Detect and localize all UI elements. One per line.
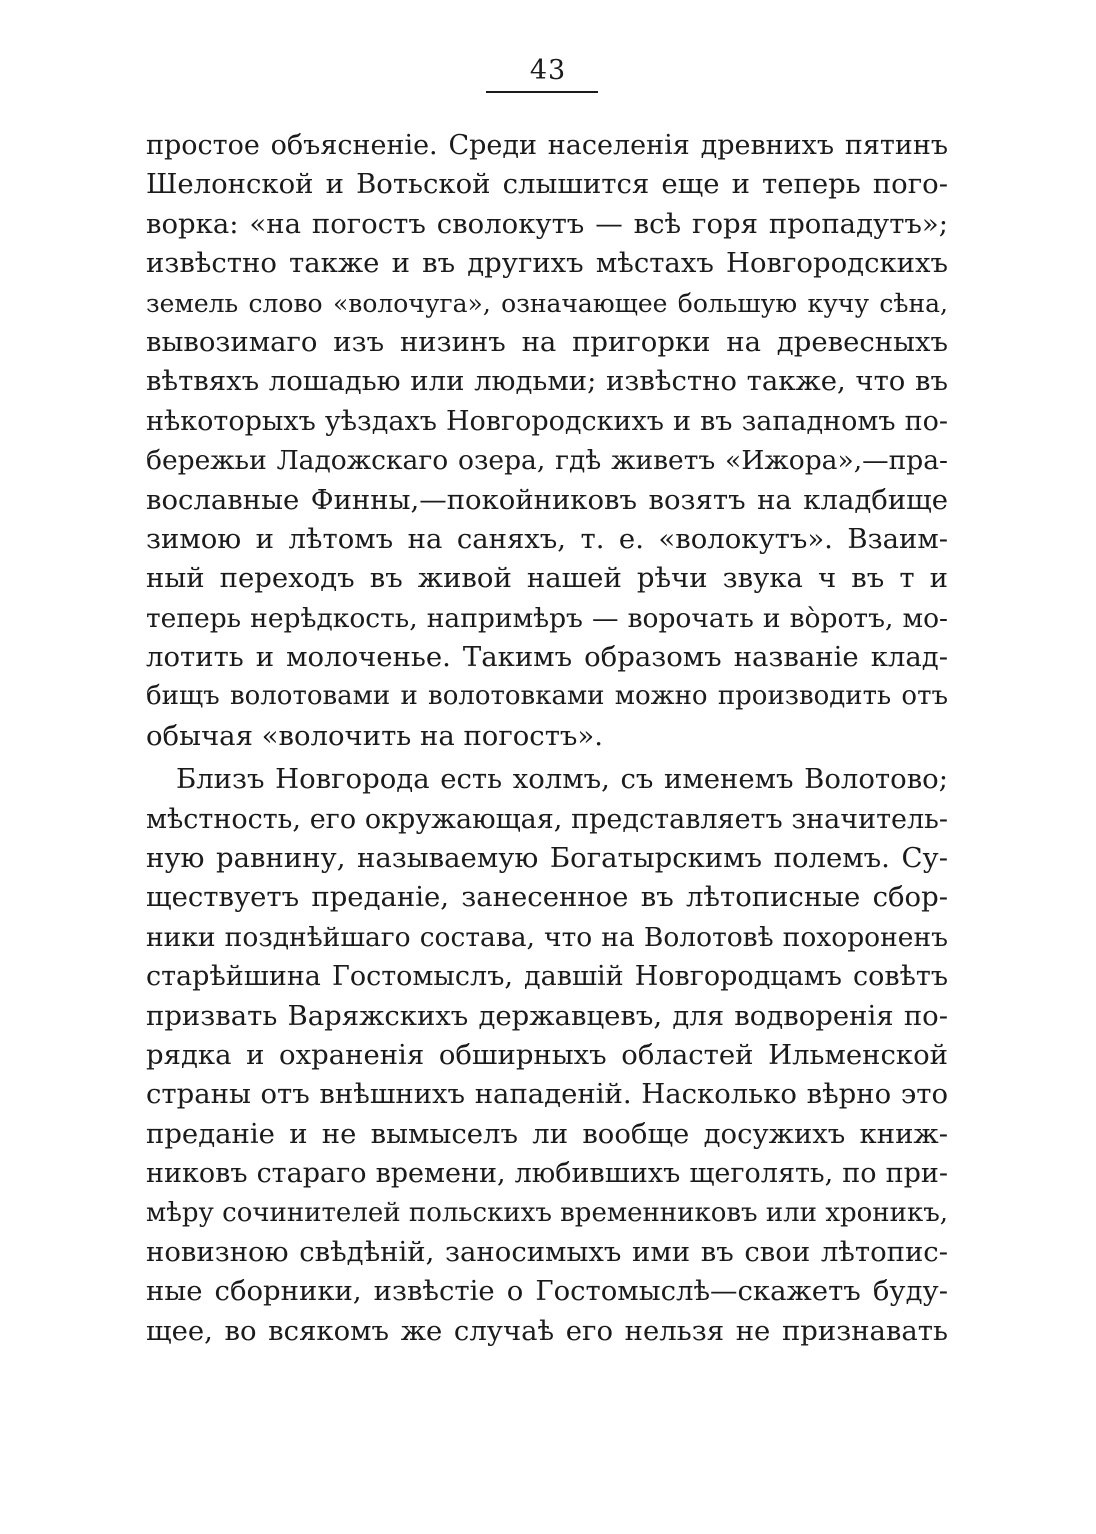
text-line: обычая «волочить на погостъ». <box>146 719 603 752</box>
text-line: новизною свѣдѣній, заносимыхъ ими въ свои лѣтопис- <box>146 1235 948 1268</box>
text-line: мѣстность, его окружающая, представляетъ значитель- <box>146 803 948 835</box>
text-line: призвать Варяжскихъ державцевъ, для водворенія по- <box>146 999 948 1032</box>
text-line: ную равнину, называемую Богатырскимъ полемъ. Су- <box>146 842 948 875</box>
text-line: рядка и охраненія обширныхъ областей Ильменской <box>146 1038 948 1071</box>
text-line: ники позднѣйшаго состава, что на Волотовѣ похороненъ <box>146 921 948 953</box>
text-line: ные сборники, извѣстіе о Гостомыслѣ—скажетъ буду- <box>146 1275 948 1308</box>
text-line: щее, во всякомъ же случаѣ его нельзя не признавать <box>146 1314 948 1347</box>
text-line: мѣру сочинителей польскихъ временниковъ или хроникъ, <box>146 1197 948 1228</box>
page-header <box>0 55 1096 87</box>
text-line: бищъ волотовами и волотовками можно производить отъ <box>146 681 948 712</box>
body-text <box>146 126 948 1351</box>
text-line: старѣйшина Гостомыслъ, давшій Новгородцамъ совѣтъ <box>146 961 948 993</box>
text-line: лотить и молоченье. Такимъ образомъ названіе клад- <box>146 641 948 674</box>
text-line: вославные Финны,—покойниковъ возятъ на кладбище <box>146 483 948 516</box>
text-line: ворка: «на погостъ сволокутъ — всѣ горя пропадутъ»; <box>146 207 948 240</box>
text-line: вѣтвяхъ лошадью или людьми; извѣстно также, что въ <box>146 365 948 398</box>
paragraph-1 <box>146 126 948 756</box>
text-line: Близъ Новгорода есть холмъ, съ именемъ Волотово; <box>176 763 948 796</box>
text-line: земель слово «волочуга», означающее большую кучу сѣна, <box>146 288 948 318</box>
text-line: бережьи Ладожскаго озера, гдѣ живетъ «Ижора»,—пра- <box>146 445 948 477</box>
text-line: преданіе и не вымыселъ ли вообще досужихъ книж- <box>146 1117 948 1150</box>
text-line: теперь нерѣдкость, напримѣръ — ворочать и вòротъ, мо- <box>146 602 948 634</box>
text-line: вывозимаго изъ низинъ на пригорки на древесныхъ <box>146 325 948 358</box>
paragraph-2 <box>146 760 948 1351</box>
text-line: простое объясненіе. Среди населенія древнихъ пятинъ <box>146 130 948 161</box>
text-line: страны отъ внѣшнихъ нападеній. Насколько вѣрно это <box>146 1078 948 1111</box>
text-line: никовъ стараго времени, любившихъ щеголять, по при- <box>146 1158 948 1190</box>
page-number: 43 <box>529 55 567 86</box>
text-line: ществуетъ преданіе, занесенное въ лѣтописные сбор- <box>146 881 948 914</box>
text-line: извѣстно также и въ другихъ мѣстахъ Новгородскихъ <box>146 247 948 280</box>
header-rule <box>486 91 598 93</box>
text-line: зимою и лѣтомъ на саняхъ, т. е. «волокутъ». Взаим- <box>146 522 948 555</box>
text-line: нѣкоторыхъ уѣздахъ Новгородскихъ и въ западномъ по- <box>146 405 948 437</box>
text-line: Шелонской и Вотьской слышится еще и теперь пого- <box>146 168 948 201</box>
text-line: ный переходъ въ живой нашей рѣчи звука ч въ т и <box>146 562 948 595</box>
